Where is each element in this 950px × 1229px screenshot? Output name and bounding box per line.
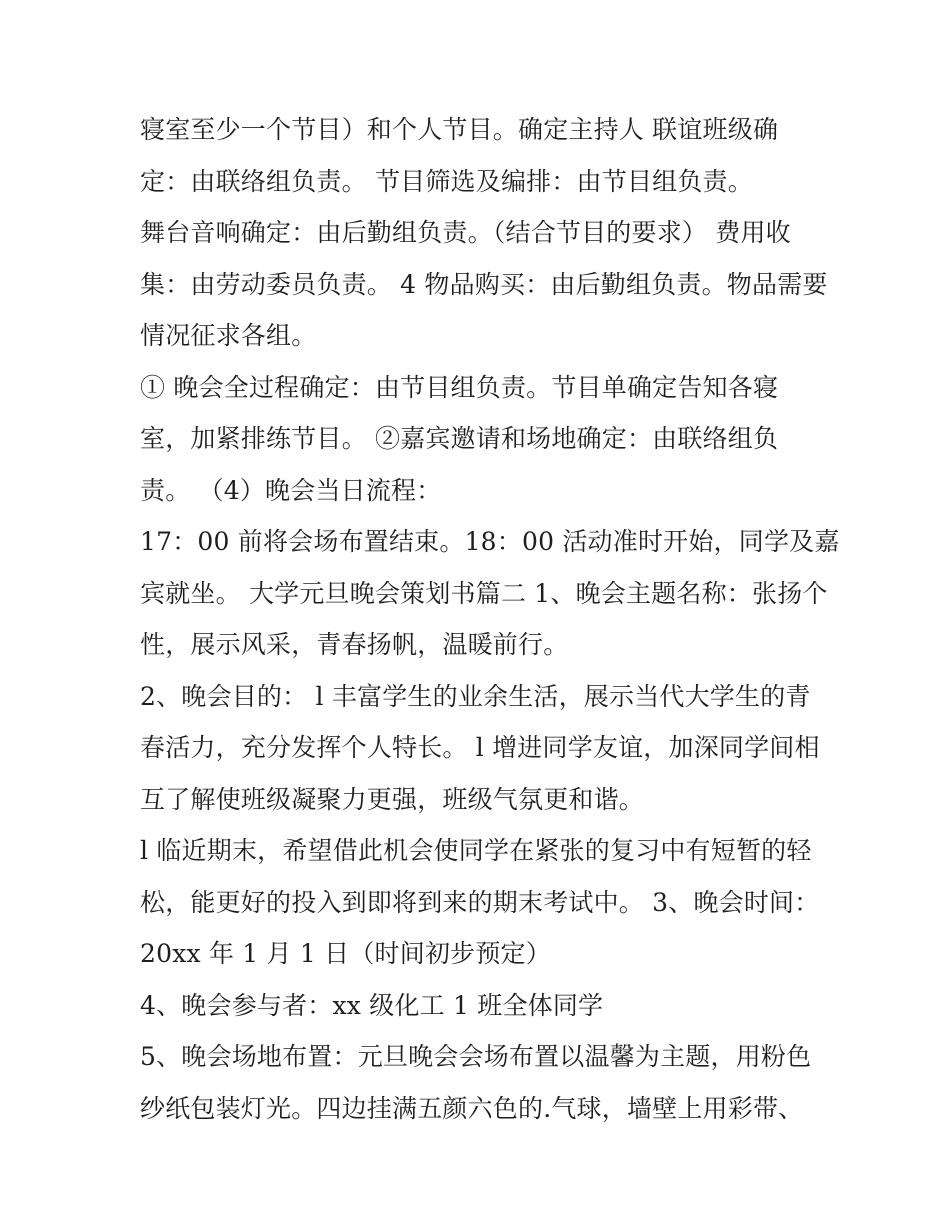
text-line: 2、晚会目的： l 丰富学生的业余生活，展示当代大学生的青 <box>140 681 811 711</box>
text-line: 20xx 年 1 月 1 日（时间初步预定） <box>140 939 551 968</box>
text-line: 责。 （4）晚会当日流程： <box>140 475 442 505</box>
text-line: 情况征求各组。 <box>140 321 317 350</box>
text-line: 室，加紧排练节目。 ②嘉宾邀请和场地确定：由联络组负 <box>140 424 779 453</box>
text-line: 集：由劳动委员负责。 4 物品购买：由后勤组负责。物品需要 <box>140 269 828 299</box>
text-line: 性，展示风采，青春扬帆，温暖前行。 <box>140 630 569 659</box>
text-line: 5、晚会场地布置：元旦晚会会场布置以温馨为主题，用粉色 <box>140 1042 812 1071</box>
text-line: 春活力，充分发挥个人特长。 l 增进同学友谊，加深同学间相 <box>140 733 820 762</box>
text-line: 互了解使班级凝聚力更强，班级气氛更和谐。 <box>140 784 645 814</box>
text-line: 舞台音响确定：由后勤组负责。（结合节目的要求） 费用收 <box>140 218 791 247</box>
text-line: 宾就坐。 大学元旦晚会策划书篇二 1、晚会主题名称：张扬个 <box>140 578 828 608</box>
document-body <box>140 108 840 1138</box>
text-line: 松，能更好的投入到即将到来的期末考试中。 3、晚会时间： <box>140 887 820 917</box>
text-line: 纱纸包装灯光。四边挂满五颜六色的.气球，墙壁上用彩带、 <box>140 1093 804 1123</box>
text-line: 定：由联络组负责。 节目筛选及编排：由节目组负责。 <box>140 166 753 196</box>
text-line: ① 晚会全过程确定：由节目组负责。节目单确定告知各寝 <box>140 372 779 402</box>
text-line: 17：00 前将会场布置结束。18：00 活动准时开始，同学及嘉 <box>140 527 840 556</box>
text-line: 寝室至少一个节目）和个人节目。确定主持人 联谊班级确 <box>140 115 779 144</box>
text-line: l 临近期末，希望借此机会使同学在紧张的复习中有短暂的轻 <box>140 836 812 865</box>
text-line: 4、晚会参与者：xx 级化工 1 班全体同学 <box>140 990 604 1020</box>
